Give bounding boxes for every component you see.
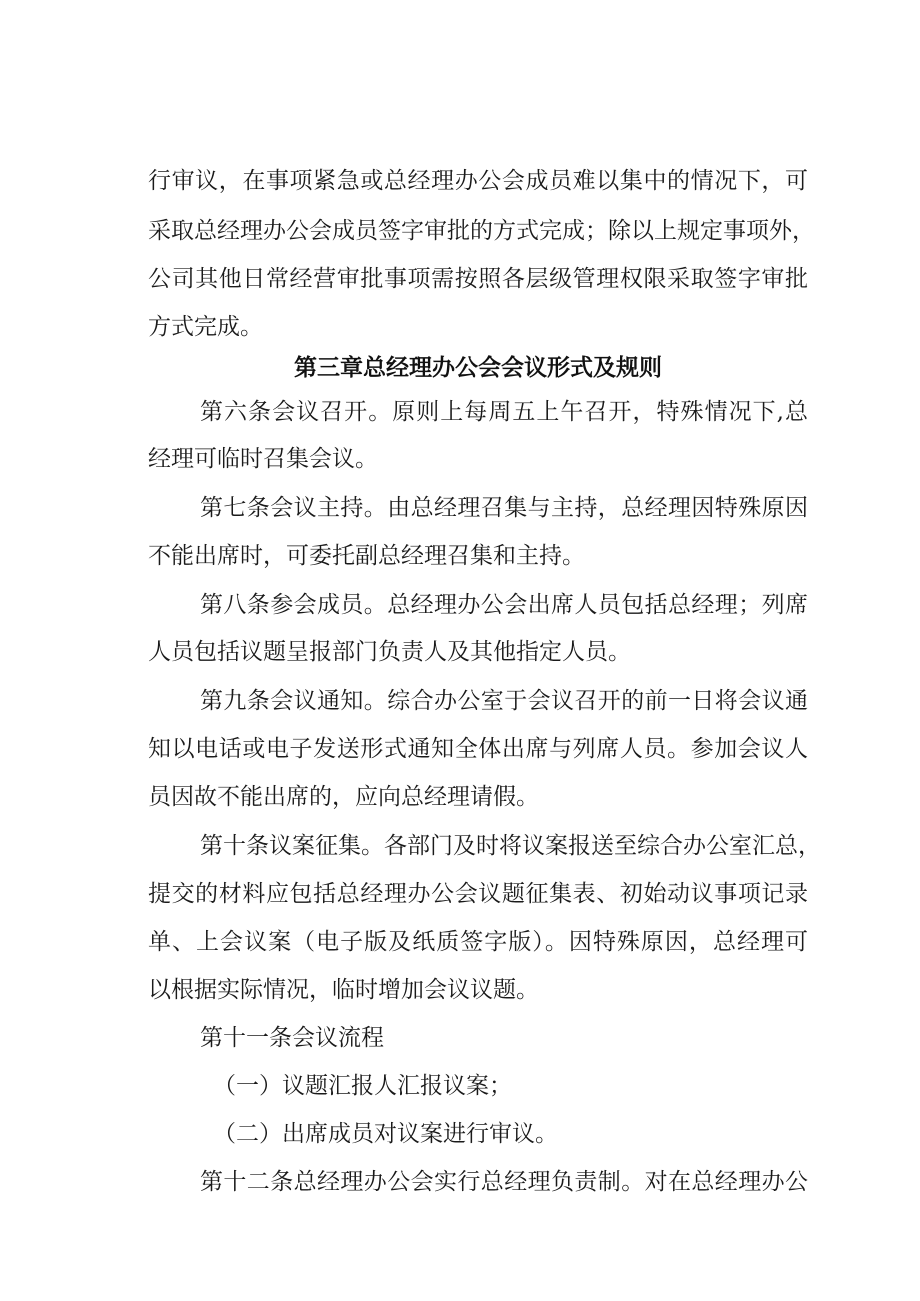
article-11-title: 第十一条会议流程 <box>200 1025 384 1051</box>
article-10-line: 以根据实际情况，临时增加会议议题。 <box>148 977 539 1003</box>
article-7-line: 第七条会议主持。由总经理召集与主持，总经理因特殊原因 <box>200 495 808 521</box>
article-8-line: 第八条参会成员。总经理办公会出席人员包括总经理；列席 <box>200 592 808 618</box>
paragraph-line: 公司其他日常经营审批事项需按照各层级管理权限采取签字审批 <box>148 266 808 292</box>
article-10-line: 提交的材料应包括总经理办公会议题征集表、初始动议事项记录 <box>148 881 808 907</box>
article-9-line: 知以电话或电子发送形式通知全体出席与列席人员。参加会议人 <box>148 736 808 762</box>
paragraph-line: 方式完成。 <box>148 314 263 340</box>
article-6-line: 第六条会议召开。原则上每周五上午召开，特殊情况下,总 <box>200 399 808 425</box>
article-6-line: 经理可临时召集会议。 <box>148 446 378 472</box>
article-12-line: 第十二条总经理办公会实行总经理负责制。对在总经理办公 <box>200 1169 808 1195</box>
article-10-line: 单、上会议案（电子版及纸质签字版）。因特殊原因，总经理可 <box>148 929 808 955</box>
article-10-line: 第十条议案征集。各部门及时将议案报送至综合办公室汇总， <box>200 833 821 859</box>
article-9-line: 员因故不能出席的，应向总经理请假。 <box>148 784 539 810</box>
article-8-line: 人员包括议题呈报部门负责人及其他指定人员。 <box>148 639 631 665</box>
paragraph-line: 采取总经理办公会成员签字审批的方式完成；除以上规定事项外， <box>148 218 815 244</box>
paragraph-line: 行审议，在事项紧急或总经理办公会成员难以集中的情况下，可 <box>148 168 808 194</box>
article-11-item: （一）议题汇报人汇报议案； <box>213 1073 512 1099</box>
article-9-line: 第九条会议通知。综合办公室于会议召开的前一日将会议通 <box>200 688 808 714</box>
article-11-item: （二）出席成员对议案进行审议。 <box>213 1121 558 1147</box>
chapter-heading: 第三章总经理办公会会议形式及规则 <box>294 355 662 381</box>
article-7-line: 不能出席时，可委托副总经理召集和主持。 <box>148 543 585 569</box>
